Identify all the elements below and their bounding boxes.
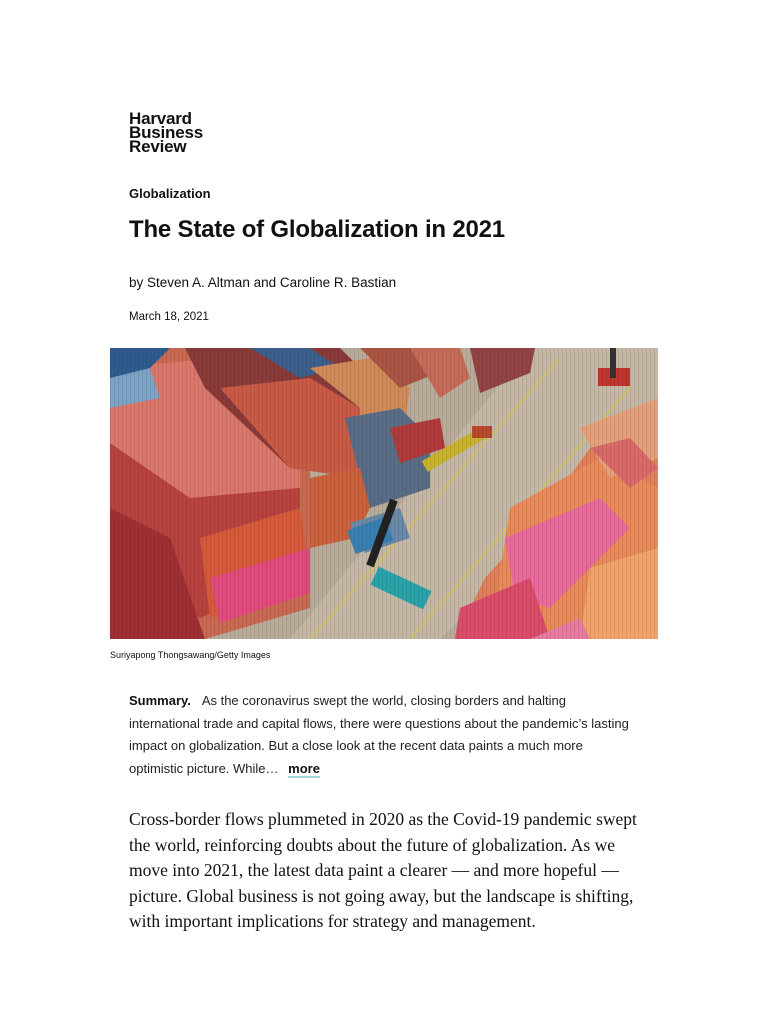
- body-paragraph: Cross-border flows plummeted in 2020 as the Covid-19 pandemic swept the world, reinforcing doubts about the future of globalization. As we move into 2021, the latest data paint a clearer — and more hopeful — picture. Global business is not going away, but the landscape is shifting, with important implications for strategy and management.: [129, 809, 637, 932]
- byline: by Steven A. Altman and Caroline R. Bastian: [129, 275, 397, 290]
- publish-date: March 18, 2021: [129, 311, 209, 323]
- topic-link[interactable]: Globalization: [129, 186, 211, 201]
- logo-line-1: Harvard: [129, 109, 192, 128]
- logo-line-3: Review: [129, 137, 187, 156]
- image-credit: Suriyapong Thongsawang/Getty Images: [110, 650, 271, 660]
- hero-image: [110, 348, 658, 639]
- more-link[interactable]: more: [288, 760, 320, 776]
- article-title: The State of Globalization in 2021: [129, 216, 505, 243]
- summary-label: Summary.: [129, 693, 191, 708]
- hbr-logo[interactable]: [129, 109, 203, 156]
- article-summary: [129, 690, 629, 780]
- logo-line-2: Business: [129, 123, 203, 142]
- summary-text: As the coronavirus swept the world, closing borders and halting international trade and capital flows, there were questions about the pandemic’s lasting impact on globalization. But a close look at the recent data paints a much more optimistic picture. While…: [129, 693, 629, 776]
